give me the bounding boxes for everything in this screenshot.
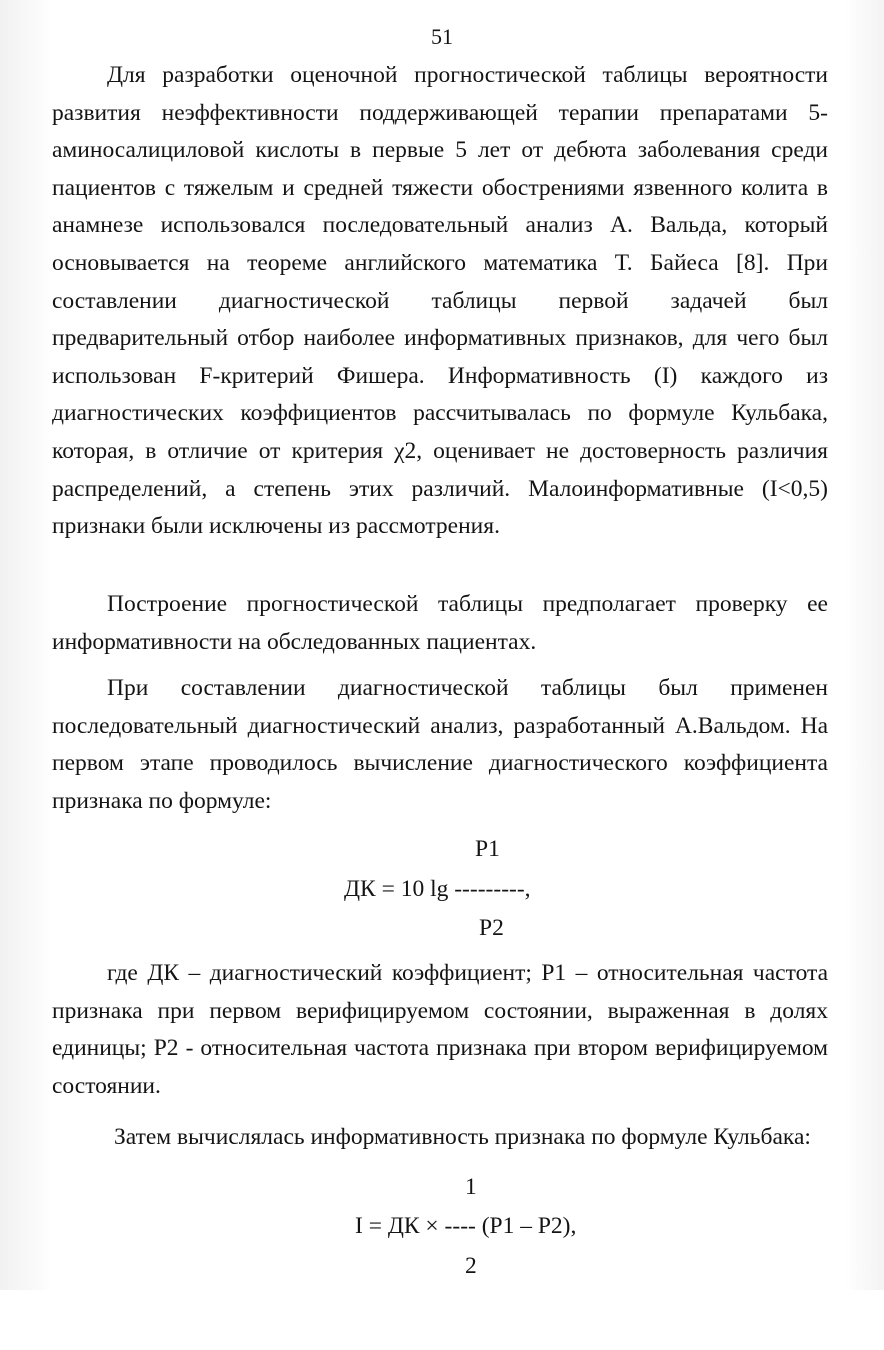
paragraph-wald-analysis	[52, 57, 828, 546]
page-number: 51	[431, 24, 453, 49]
scan-margin-shade	[0, 0, 52, 1290]
formula2-denominator: 2	[465, 1253, 477, 1279]
formula1-denominator: P2	[479, 915, 504, 941]
paragraph-text: где ДК – диагностический коэффициент; P1 – относительная частота признака при первом верифицируемом состоянии, выраженная в долях единицы; P2 - относительная частота признака при втором верифицируемом состоянии.	[52, 960, 828, 1099]
paragraph-text: При составлении диагностической таблицы был применен последовательный диагностический анализ, разработанный А.Вальдом. На первом этапе проводилось вычисление диагностического коэффициента признака по формуле:	[52, 675, 828, 814]
formula2-numerator: 1	[465, 1174, 477, 1200]
formula1-main: ДК = 10 lg ---------,	[344, 876, 531, 902]
paragraph-kullback	[52, 1119, 828, 1157]
paragraph-dk-definition	[52, 955, 828, 1105]
paragraph-table-construction	[52, 586, 828, 661]
scan-margin-shade-right	[844, 0, 884, 1290]
formula2-main: I = ДК × ---- (P1 – P2),	[355, 1213, 577, 1239]
formula1-numerator: P1	[475, 836, 500, 862]
paragraph-text: Построение прогностической таблицы предполагает проверку ее информативности на обследованных пациентах.	[52, 591, 828, 655]
paragraph-sequential-analysis	[52, 670, 828, 820]
paragraph-text: Для разработки оценочной прогностической таблицы вероятности развития неэффективности поддерживающей терапии препаратами 5-аминосалициловой кислоты в первые 5 лет от дебюта заболевания среди пациентов с тяжелым и средней тяжести обострениями язвенного колита в анамнезе использовался последовательный анализ А. Вальда, который основывается на теореме английского математика Т. Байеса [8]. При составлении диагностической таблицы первой задачей был предварительный отбор наиболее информативных признаков, для чего был использован F-критерий Фишера. Информативность (I) каждого из диагностических коэффициентов рассчитывалась по формуле Кульбака, которая, в отличие от критерия χ2, оценивает не достоверность различия распределений, а степень этих различий. Малоинформативные (I<0,5) признаки были исключены из рассмотрения.	[52, 62, 828, 540]
paragraph-text: Затем вычислялась информативность признака по формуле Кульбака:	[114, 1124, 811, 1150]
